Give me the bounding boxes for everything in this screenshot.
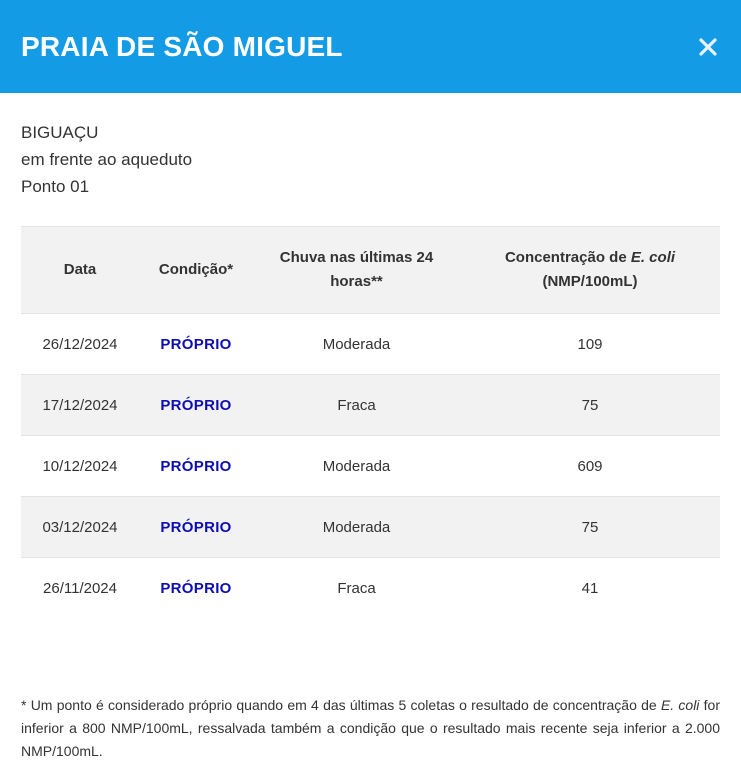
modal-header	[0, 0, 741, 93]
header-rain-label: Chuva nas últimas 24 horas**	[279, 249, 434, 290]
row-condition: PRÓPRIO	[160, 579, 232, 597]
table-row	[21, 375, 720, 436]
header-concentration	[460, 227, 720, 314]
row-date: 26/11/2024	[43, 579, 117, 597]
location-info	[21, 119, 192, 200]
close-button[interactable]	[694, 33, 722, 61]
row-date: 03/12/2024	[21, 497, 139, 558]
header-concentration-prefix: Concentração de	[504, 249, 631, 266]
row-concentration: 75	[460, 497, 720, 558]
close-icon	[694, 33, 722, 61]
row-rain: Moderada	[253, 314, 460, 375]
footnote	[21, 694, 720, 763]
row-rain: Moderada	[253, 497, 460, 558]
sampling-point: Ponto 01	[21, 177, 90, 196]
header-concentration-organism: E. coli	[630, 249, 676, 266]
footnote-text-2: for inferior a 800 NMP/100mL, ressalvada também a condição que o resultado mais recente seja inferior a 2.000 NMP/100mL.	[21, 697, 721, 759]
row-date: 17/12/2024	[21, 375, 139, 436]
footnote-organism: E. coli	[660, 697, 700, 713]
header-date: Data	[21, 227, 139, 314]
header-concentration-unit: (NMP/100mL)	[542, 273, 638, 290]
row-concentration: 41	[581, 579, 599, 597]
table-header-row	[21, 227, 720, 314]
table-row	[21, 497, 720, 558]
row-date: 26/12/2024	[21, 314, 139, 375]
row-condition: PRÓPRIO	[139, 436, 253, 497]
row-rain: Moderada	[253, 436, 460, 497]
table-row	[21, 314, 720, 375]
footnote-text-1: * Um ponto é considerado próprio quando em 4 das últimas 5 coletas o resultado de concentração de	[21, 697, 661, 713]
header-condition: Condição*	[139, 227, 253, 314]
row-concentration: 609	[460, 436, 720, 497]
results-table	[21, 226, 720, 618]
row-concentration: 75	[460, 375, 720, 436]
header-rain	[253, 227, 460, 314]
city-name: BIGUAÇU	[21, 123, 99, 142]
table-row	[21, 558, 720, 619]
row-concentration: 109	[460, 314, 720, 375]
table-row	[21, 436, 720, 497]
page-title: PRAIA DE SÃO MIGUEL	[21, 31, 343, 62]
row-condition: PRÓPRIO	[139, 497, 253, 558]
location-reference: em frente ao aqueduto	[21, 150, 193, 169]
row-date: 10/12/2024	[21, 436, 139, 497]
row-rain: Fraca	[253, 375, 460, 436]
row-condition: PRÓPRIO	[139, 314, 253, 375]
row-condition: PRÓPRIO	[139, 375, 253, 436]
row-rain: Fraca	[337, 579, 376, 597]
